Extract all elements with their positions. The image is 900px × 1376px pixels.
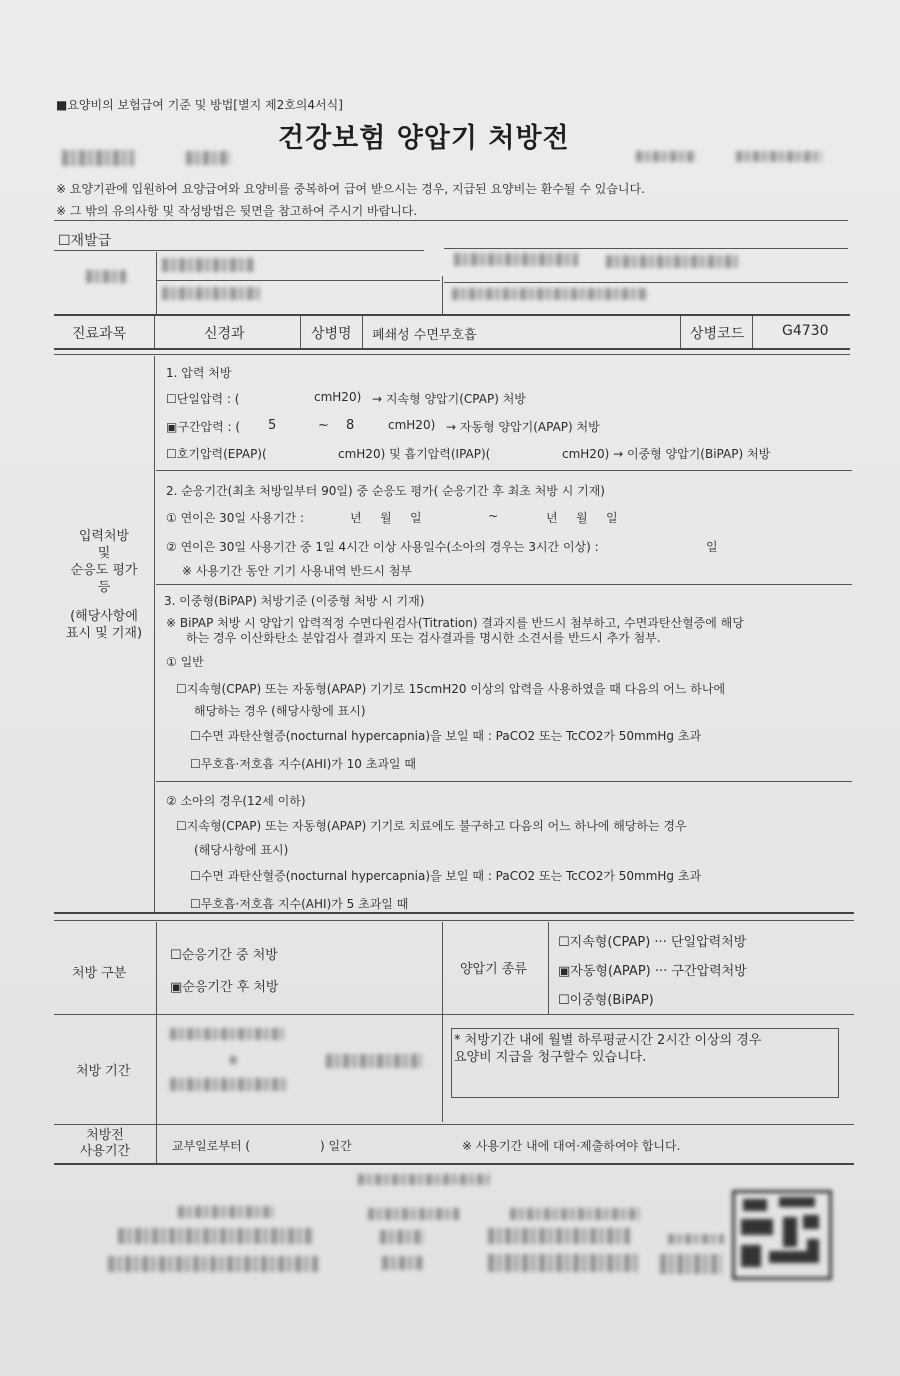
redacted-field (736, 151, 822, 162)
redacted-field (510, 1208, 640, 1220)
code-value: G4730 (782, 323, 829, 339)
single-pressure-result: → 지속형 양압기(CPAP) 처방 (372, 392, 526, 406)
child-main-cont: (해당사항에 표시) (194, 843, 289, 857)
redacted-field (668, 1234, 724, 1244)
month-label: 월 (576, 511, 588, 525)
general-main-checkbox[interactable]: ☐지속형(CPAP) 또는 자동형(APAP) 기기로 15cmH20 이상의 압력을 사용하였을 때 다음의 어느 하나에 (176, 682, 726, 696)
day-label: 일 (606, 511, 618, 525)
reissue-checkbox[interactable]: ☐재발급 (58, 233, 112, 249)
child-hypercapnia-checkbox[interactable]: ☐수면 과탄산혈증(nocturnal hypercapnia)을 보일 때 : PaCO2 또는 TcCO2가 50mmHg 초과 (190, 869, 702, 883)
redacted-field (488, 1254, 638, 1272)
section1-heading: 1. 압력 처방 (166, 366, 232, 380)
divider (54, 1163, 854, 1165)
during-compliance-checkbox[interactable]: ☐순응기간 중 처방 (170, 948, 278, 963)
divider (54, 920, 854, 921)
usage-days-unit: 일 (706, 540, 718, 554)
redacted-field (452, 288, 648, 300)
range-tilde: ~ (318, 418, 329, 433)
single-pressure-unit: cmH20) (314, 390, 362, 404)
bipap-checkbox[interactable]: ☐이중형(BiPAP) (558, 993, 654, 1008)
disease-value: 폐쇄성 수면무호흡 (372, 328, 477, 343)
divider (54, 912, 854, 914)
redacted-field (606, 255, 738, 268)
section3-heading: 3. 이중형(BiPAP) 처방기준 (이중형 처방 시 기재) (164, 594, 425, 608)
dept-value: 신경과 (204, 326, 245, 342)
range-pressure-unit: cmH20) (388, 418, 436, 432)
redacted-field (108, 1256, 318, 1272)
apap-checkbox[interactable]: ▣자동형(APAP) ··· 구간압력처방 (558, 964, 747, 979)
side-label: 입력처방 및 순응도 평가 등 (해당사항에 표시 및 기재) (65, 529, 143, 641)
seal-stamp (732, 1190, 832, 1280)
redacted-field (162, 258, 254, 272)
divider (54, 1124, 854, 1125)
redacted-field (186, 151, 230, 165)
redacted-field (86, 270, 126, 283)
year-label: 년 (350, 511, 362, 525)
divider (156, 781, 852, 782)
child-main-checkbox[interactable]: ☐지속형(CPAP) 또는 자동형(APAP) 기기로 치료에도 불구하고 다음의 어느 하나에 해당하는 경우 (176, 819, 687, 833)
redacted-field (454, 253, 578, 266)
divider (444, 248, 848, 249)
divider (154, 316, 155, 348)
compliance-period-label: ① 연이은 30일 사용기간 : (166, 511, 305, 525)
usage-period-note: ※ 사용기간 내에 대여·제출하여야 합니다. (462, 1139, 681, 1153)
tilde: ~ (488, 509, 499, 523)
divider (156, 922, 157, 1164)
divider (54, 220, 848, 221)
range-max-value[interactable]: 8 (346, 418, 355, 433)
usage-period-suffix: ) 일간 (320, 1139, 352, 1153)
prescription-type-label: 처방 구분 (72, 966, 127, 981)
redacted-field (170, 1078, 286, 1091)
divider (156, 280, 440, 281)
divider (680, 316, 681, 348)
range-pressure-result: → 자동형 양압기(APAP) 처방 (446, 420, 600, 434)
redacted-field (368, 1208, 460, 1220)
redacted-field (382, 1256, 424, 1270)
divider (362, 316, 363, 348)
period-note-1: * 처방기간 내에 월별 하루평균시간 2시간 이상의 경우 (454, 1033, 762, 1048)
redacted-field (636, 151, 696, 162)
form-source: ■요양비의 보험급여 기준 및 방법[별지 제2호의4서식] (56, 98, 343, 112)
redacted-field (326, 1054, 422, 1068)
ipap-label: cmH20) 및 흡기압력(IPAP)( (338, 447, 491, 461)
period-note-2: 요양비 지급을 청구할수 있습니다. (454, 1050, 647, 1065)
bipap-result: cmH20) → 이중형 양압기(BiPAP) 처방 (562, 447, 771, 461)
section3-note2: 하는 경우 이산화탄소 분압검사 결과지 또는 검사결과를 명시한 소견서를 반드시 추가 첨부. (186, 631, 661, 645)
prescription-period-label: 처방 기간 (76, 1064, 131, 1079)
redacted-field (62, 150, 134, 166)
divider (442, 276, 443, 314)
usage-days-label: ② 연이은 30일 사용기간 중 1일 4시간 이상 사용일수(소아의 경우는 3시간 이상) : (166, 540, 599, 554)
general-hypercapnia-checkbox[interactable]: ☐수면 과탄산혈증(nocturnal hypercapnia)을 보일 때 : PaCO2 또는 TcCO2가 50mmHg 초과 (190, 729, 702, 743)
general-main-cont: 해당하는 경우 (해당사항에 표시) (194, 704, 366, 718)
divider (752, 316, 753, 348)
divider (444, 282, 848, 283)
range-pressure-checkbox[interactable]: ▣구간압력 : ( (166, 420, 241, 434)
section3-note1: ※ BiPAP 처방 시 양압기 압력적정 수면다원검사(Titration) 결과지를 반드시 첨부하고, 수면과탄산혈증에 해당 (166, 616, 744, 630)
divider (156, 470, 852, 471)
disease-label: 상병명 (311, 326, 352, 342)
usage-period-prefix: 교부일로부터 ( (172, 1139, 251, 1153)
divider (156, 584, 852, 585)
redacted-field (230, 1056, 238, 1064)
child-ahi-checkbox[interactable]: ☐무호흡·저호흡 지수(AHI)가 5 초과일 때 (190, 897, 409, 911)
dept-label: 진료과목 (72, 326, 127, 342)
divider (548, 922, 549, 1014)
divider (154, 356, 155, 912)
general-heading: ① 일반 (166, 655, 204, 669)
redacted-field (170, 1028, 284, 1040)
device-type-label: 양압기 종류 (460, 962, 527, 977)
redacted-field (118, 1228, 314, 1244)
child-heading: ② 소아의 경우(12세 이하) (166, 794, 306, 808)
code-label: 상병코드 (690, 326, 745, 342)
redacted-field (358, 1174, 490, 1185)
redacted-field (162, 287, 260, 300)
notice-1: ※ 요양기관에 입원하여 요양급여와 요양비를 중복하여 급여 받으시는 경우, 지급된 요양비는 환수될 수 있습니다. (56, 182, 645, 196)
redacted-field (660, 1254, 722, 1274)
divider (54, 1014, 854, 1015)
month-label: 월 (380, 511, 392, 525)
section2-heading: 2. 순응기간(최초 처방일부터 90일) 중 순응도 평가( 순응기간 후 최초 처방 시 기재) (166, 484, 605, 498)
notice-2: ※ 그 밖의 유의사항 및 작성방법은 뒷면을 참고하여 주시기 바랍니다. (56, 204, 418, 218)
section2-note: ※ 사용기간 동안 기기 사용내역 반드시 첨부 (182, 564, 413, 578)
divider (54, 348, 850, 350)
year-label: 년 (546, 511, 558, 525)
divider (54, 314, 850, 316)
usage-period-label: 처방전 사용기간 (79, 1128, 131, 1159)
divider (300, 316, 301, 348)
page-title: 건강보험 양압기 처방전 (278, 123, 570, 154)
single-pressure-checkbox[interactable]: ☐단일압력 : ( (166, 392, 240, 406)
divider (54, 250, 424, 251)
day-label: 일 (410, 511, 422, 525)
range-min-value[interactable]: 5 (268, 418, 277, 433)
redacted-field (488, 1228, 630, 1244)
cpap-checkbox[interactable]: ☐지속형(CPAP) ··· 단일압력처방 (558, 935, 747, 950)
after-compliance-checkbox[interactable]: ▣순응기간 후 처방 (170, 980, 279, 995)
redacted-field (380, 1230, 424, 1244)
divider (156, 252, 157, 314)
epap-checkbox[interactable]: ☐호기압력(EPAP)( (166, 447, 267, 461)
divider (54, 354, 850, 355)
general-ahi-checkbox[interactable]: ☐무호흡·저호흡 지수(AHI)가 10 초과일 때 (190, 757, 416, 771)
redacted-field (178, 1206, 274, 1218)
divider (442, 922, 443, 1122)
